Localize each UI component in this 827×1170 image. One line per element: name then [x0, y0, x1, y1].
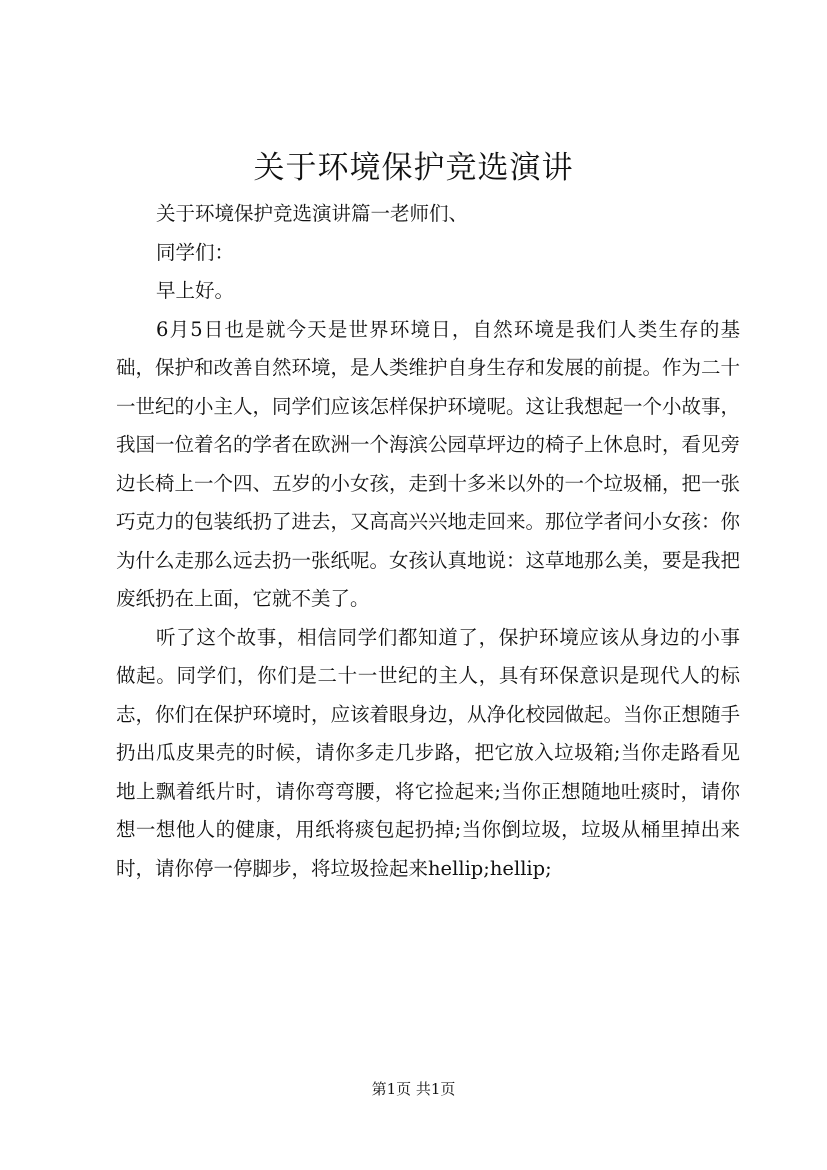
- paragraph-3: 早上好。: [156, 279, 235, 302]
- paragraph-4: 6月5日也是就今天是世界环境日，自然环境是我们人类生存的基础，保护和改善自然环境，是人类维护自身生存和发展的前提。作为二十一世纪的小主人，同学们应该怎样保护环境呢。这让我想起一个小故事，我国一位着名的学者在欧洲一个海滨公园草坪边的椅子上休息时，看见旁边长椅上一个四、五岁的小女孩，走到十多米以外的一个垃圾桶，把一张巧克力的包装纸扔了进去，又高高兴兴地走回来。那位学者问小女孩：你为什么走那么远去扔一张纸呢。女孩认真地说：这草地那么美，要是我把废纸扔在上面，它就不美了。: [116, 317, 741, 610]
- document-title: 关于环境保护竞选演讲: [253, 150, 574, 186]
- paragraph-2: 同学们：: [156, 240, 235, 264]
- page-footer: 第1页 共1页: [371, 1080, 456, 1098]
- document-body: [116, 195, 740, 888]
- paragraph-5: 听了这个故事，相信同学们都知道了，保护环境应该从身边的小事做起。同学们，你们是二十一世纪的主人，具有环保意识是现代人的标志，你们在保护环境时，应该着眼身边，从净化校园做起。当你正想随手扔出瓜皮果壳的时候，请你多走几步路，把它放入垃圾箱;当你走路看见地上飘着纸片时，请你弯弯腰，将它捡起来;当你正想随地吐痰时，请你想一想他人的健康，用纸将痰包起扔掉;当你倒垃圾，垃圾从桶里掉出来时，请你停一停脚步，将垃圾捡起来hellip;hellip;: [116, 625, 741, 880]
- paragraph-1: 关于环境保护竞选演讲篇一老师们、: [156, 202, 469, 225]
